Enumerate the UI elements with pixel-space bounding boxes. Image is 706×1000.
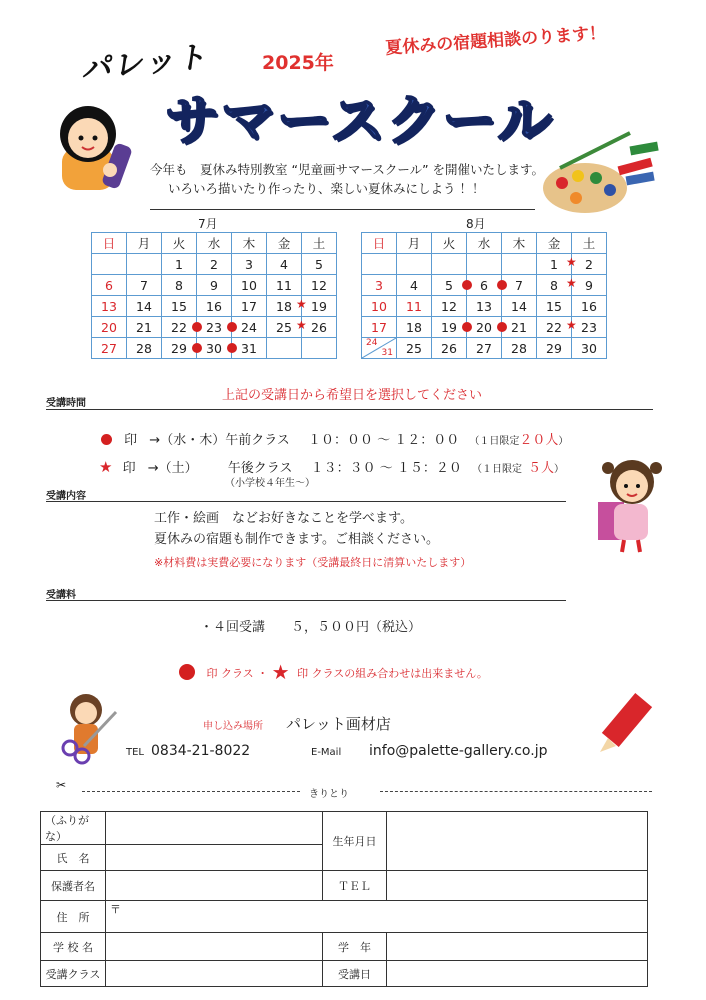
calendar-day	[502, 254, 537, 275]
date-field[interactable]	[387, 961, 648, 987]
star-class-row	[99, 457, 564, 476]
calendar-day[interactable]: 1	[162, 254, 197, 275]
calendar-day[interactable]: 31	[232, 338, 267, 359]
weekday-6: 土	[302, 233, 337, 254]
combo-star-label: 印 クラスの組み合わせは出来ません。	[297, 667, 488, 680]
tel-form-label: ＴＥＬ	[323, 871, 387, 901]
fee-title: 受講料	[46, 590, 76, 601]
content-rule	[46, 501, 566, 502]
weekday-5: 金	[267, 233, 302, 254]
calendar-day	[467, 254, 502, 275]
calendar-day[interactable]: 25	[397, 338, 432, 359]
calendar-day[interactable]: 29	[537, 338, 572, 359]
calendar-day[interactable]: 5	[432, 275, 467, 296]
calendar-day[interactable]: 11	[397, 296, 432, 317]
calendar-day[interactable]: 27	[92, 338, 127, 359]
material-note: ※材料費は実費必要になります（受講最終日に清算いたします）	[154, 556, 472, 569]
course-field[interactable]	[106, 961, 323, 987]
date-label: 受講日	[323, 961, 387, 987]
schedule-title: 受講時間	[46, 398, 86, 409]
calendar-day[interactable]: 30	[197, 338, 232, 359]
calendar-day[interactable]: 16	[197, 296, 232, 317]
july-label: 7月	[198, 217, 218, 231]
content-line-1: 工作・絵画 などお好きなことを学べます。	[154, 511, 413, 526]
july-calendar	[91, 232, 337, 359]
school-label: 学 校 名	[41, 933, 106, 961]
calendar-day[interactable]: 10	[232, 275, 267, 296]
brand-name: パレット	[78, 39, 210, 88]
calendar-day[interactable]: 1	[537, 254, 572, 275]
calendar-day	[432, 254, 467, 275]
red-star-marker: ★	[566, 276, 577, 290]
birthday-label: 生年月日	[323, 812, 387, 871]
august-calendar	[361, 232, 607, 359]
red-circle-icon	[101, 434, 112, 445]
calendar-day[interactable]: 12	[302, 275, 337, 296]
calendar-day[interactable]: 24	[232, 317, 267, 338]
mail-address: info@palette-gallery.co.jp	[369, 743, 548, 759]
calendar-day[interactable]: 22	[162, 317, 197, 338]
star-class-name: 午後クラス	[227, 461, 293, 476]
calendar-day[interactable]: 29	[162, 338, 197, 359]
calendar-day[interactable]: 9	[197, 275, 232, 296]
calendar-day[interactable]: 28	[502, 338, 537, 359]
calendar-day[interactable]: 18	[397, 317, 432, 338]
furigana-label: （ふりがな）	[41, 812, 106, 845]
circle-class-days: →（水・木）午前クラス	[149, 433, 290, 448]
calendar-day[interactable]: 6	[92, 275, 127, 296]
calendar-day[interactable]: 7	[502, 275, 537, 296]
star-class-note: （小学校４年生～）	[225, 478, 315, 489]
calendar-day[interactable]: 12	[432, 296, 467, 317]
address-field[interactable]	[106, 901, 648, 933]
red-star-marker: ★	[296, 297, 307, 311]
calendar-day[interactable]: 9 ★	[572, 275, 607, 296]
tel-number: 0834-21-8022	[151, 743, 251, 759]
calendar-day[interactable]: 2	[197, 254, 232, 275]
calendar-day	[267, 338, 302, 359]
furigana-field[interactable]	[106, 812, 323, 845]
weekday-6: 土	[572, 233, 607, 254]
calendar-day	[397, 254, 432, 275]
tel-field[interactable]	[387, 871, 648, 901]
cut-label: きりとり	[309, 789, 349, 800]
red-dot-marker	[192, 343, 202, 353]
calendar-day	[362, 254, 397, 275]
calendar-day[interactable]: 5	[302, 254, 337, 275]
calendar-day[interactable]: 17	[232, 296, 267, 317]
red-star-marker: ★	[296, 318, 307, 332]
calendar-day[interactable]: 24 31	[362, 338, 397, 359]
guardian-field[interactable]	[106, 871, 323, 901]
weekday-4: 木	[502, 233, 537, 254]
star-class-limit-num: ５人	[527, 461, 554, 476]
content-line-2: 夏休みの宿題も制作できます。ご相談ください。	[154, 532, 439, 547]
calendar-day[interactable]: 3	[232, 254, 267, 275]
circle-class-limit-prefix: （１日限定	[469, 436, 520, 447]
weekday-4: 木	[232, 233, 267, 254]
star-class-time: １３：３０ ～ １５：２０	[310, 461, 462, 476]
intro-line-1: 今年も 夏休み特別教室 “児童画サマースクール” を開催いたします。	[150, 162, 545, 177]
tel-label: TEL	[126, 747, 144, 758]
calendar-day[interactable]: 2 ★	[572, 254, 607, 275]
calendar-day[interactable]: 17	[362, 317, 397, 338]
calendar-day[interactable]: 13	[467, 296, 502, 317]
circle-class-mark: 印	[124, 433, 138, 448]
star-class-limit-prefix: （１日限定	[471, 464, 522, 475]
august-label: 8月	[466, 217, 486, 231]
course-label: 受講クラス	[41, 961, 106, 987]
calendar-day[interactable]: 4	[397, 275, 432, 296]
calendar-day[interactable]: 3	[362, 275, 397, 296]
place-label: 申し込み場所	[203, 721, 263, 732]
star-class-days: →（土）	[147, 461, 198, 476]
circle-class-limit-suffix: ）	[558, 436, 569, 447]
pencil-illustration	[598, 688, 660, 758]
application-form	[40, 811, 648, 987]
calendar-day[interactable]: 8	[537, 275, 572, 296]
intro-line-2: いろいろ描いたり作ったり、楽しい夏休みにしよう ！！	[168, 181, 485, 196]
red-circle-icon	[179, 664, 195, 680]
circle-class-row	[101, 429, 568, 448]
postal-mark: 〒	[110, 903, 121, 916]
calendar-day[interactable]: 28	[127, 338, 162, 359]
calendar-day[interactable]: 6	[467, 275, 502, 296]
calendar-day[interactable]: 18	[267, 296, 302, 317]
fee-rule	[46, 600, 566, 601]
calendar-day[interactable]: 4	[267, 254, 302, 275]
calendar-day[interactable]: 15	[537, 296, 572, 317]
combo-circle-label: 印 クラス ・	[206, 667, 269, 680]
school-field[interactable]	[106, 933, 323, 961]
red-dot-marker	[192, 322, 202, 332]
weekday-3: 水	[197, 233, 232, 254]
calendar-day[interactable]: 11	[267, 275, 302, 296]
red-dot-marker	[462, 322, 472, 332]
calendar-day[interactable]: 20	[467, 317, 502, 338]
calendar-day[interactable]: 21	[127, 317, 162, 338]
weekday-2: 火	[432, 233, 467, 254]
birthday-field[interactable]	[387, 812, 648, 871]
calendar-day[interactable]: 16	[572, 296, 607, 317]
select-note: 上記の受講日から希望日を選択してください	[222, 388, 483, 403]
calendar-day	[302, 338, 337, 359]
weekday-3: 水	[467, 233, 502, 254]
girl-scissors-illustration	[60, 690, 125, 770]
calendar-day[interactable]: 26	[432, 338, 467, 359]
calendar-day[interactable]: 21	[502, 317, 537, 338]
cut-line-right	[380, 791, 652, 792]
calendar-day[interactable]: 25	[267, 317, 302, 338]
calendar-day[interactable]: 30	[572, 338, 607, 359]
scissors-icon: ✂	[56, 778, 67, 792]
weekday-0: 日	[92, 233, 127, 254]
content-title: 受講内容	[46, 491, 86, 502]
calendar-day[interactable]: 19 ★	[302, 296, 337, 317]
calendar-day[interactable]: 27	[467, 338, 502, 359]
red-star-icon: ★	[271, 660, 290, 684]
calendar-day[interactable]: 7	[127, 275, 162, 296]
cut-line-left	[82, 791, 300, 792]
star-class-limit-suffix: ）	[553, 464, 564, 475]
name-label: 氏 名	[41, 845, 106, 871]
calendar-day	[92, 254, 127, 275]
calendar-day[interactable]: 8	[162, 275, 197, 296]
red-star-marker: ★	[566, 318, 577, 332]
calendar-day[interactable]: 19	[432, 317, 467, 338]
circle-class-time: １０：００ ～ １２：００	[307, 433, 460, 448]
calendar-day	[127, 254, 162, 275]
red-star-marker: ★	[566, 255, 577, 269]
girl-crayon-illustration	[50, 100, 135, 195]
calendar-day[interactable]: 26 ★	[302, 317, 337, 338]
calendar-day[interactable]: 23	[197, 317, 232, 338]
year: 2025年	[262, 52, 334, 74]
circle-class-limit-num: ２０人	[519, 433, 559, 448]
red-dot-marker	[227, 343, 237, 353]
calendar-day[interactable]: 13	[92, 296, 127, 317]
weekday-2: 火	[162, 233, 197, 254]
page-title: サマースクール	[165, 89, 554, 152]
calendar-day[interactable]: 22	[537, 317, 572, 338]
weekday-5: 金	[537, 233, 572, 254]
weekday-0: 日	[362, 233, 397, 254]
address-label: 住 所	[41, 901, 106, 933]
weekday-1: 月	[397, 233, 432, 254]
red-dot-marker	[462, 280, 472, 290]
fee-text: ・４回受講 ５，５００円（税込）	[200, 620, 422, 635]
calendar-day[interactable]: 20	[92, 317, 127, 338]
red-star-icon: ★	[99, 458, 113, 476]
intro-rule	[150, 209, 535, 210]
calendar-day[interactable]: 14	[127, 296, 162, 317]
mail-label: E-Mail	[311, 747, 342, 758]
calendar-day[interactable]: 14	[502, 296, 537, 317]
grade-field[interactable]	[387, 933, 648, 961]
calendar-day[interactable]: 15	[162, 296, 197, 317]
guardian-label: 保護者名	[41, 871, 106, 901]
grade-label: 学 年	[323, 933, 387, 961]
star-class-mark: 印	[122, 461, 136, 476]
combo-note	[179, 660, 488, 684]
red-dot-marker	[497, 280, 507, 290]
header-banner: 夏休みの宿題相談のります！	[384, 23, 607, 59]
girl-backpack-illustration	[592, 452, 667, 557]
palette-illustration	[540, 128, 670, 218]
weekday-1: 月	[127, 233, 162, 254]
schedule-rule	[46, 409, 653, 410]
calendar-day[interactable]: 23 ★	[572, 317, 607, 338]
place-name: パレット画材店	[286, 715, 391, 733]
name-field[interactable]	[106, 845, 323, 871]
red-dot-marker	[497, 322, 507, 332]
calendar-day[interactable]: 10	[362, 296, 397, 317]
red-dot-marker	[227, 322, 237, 332]
